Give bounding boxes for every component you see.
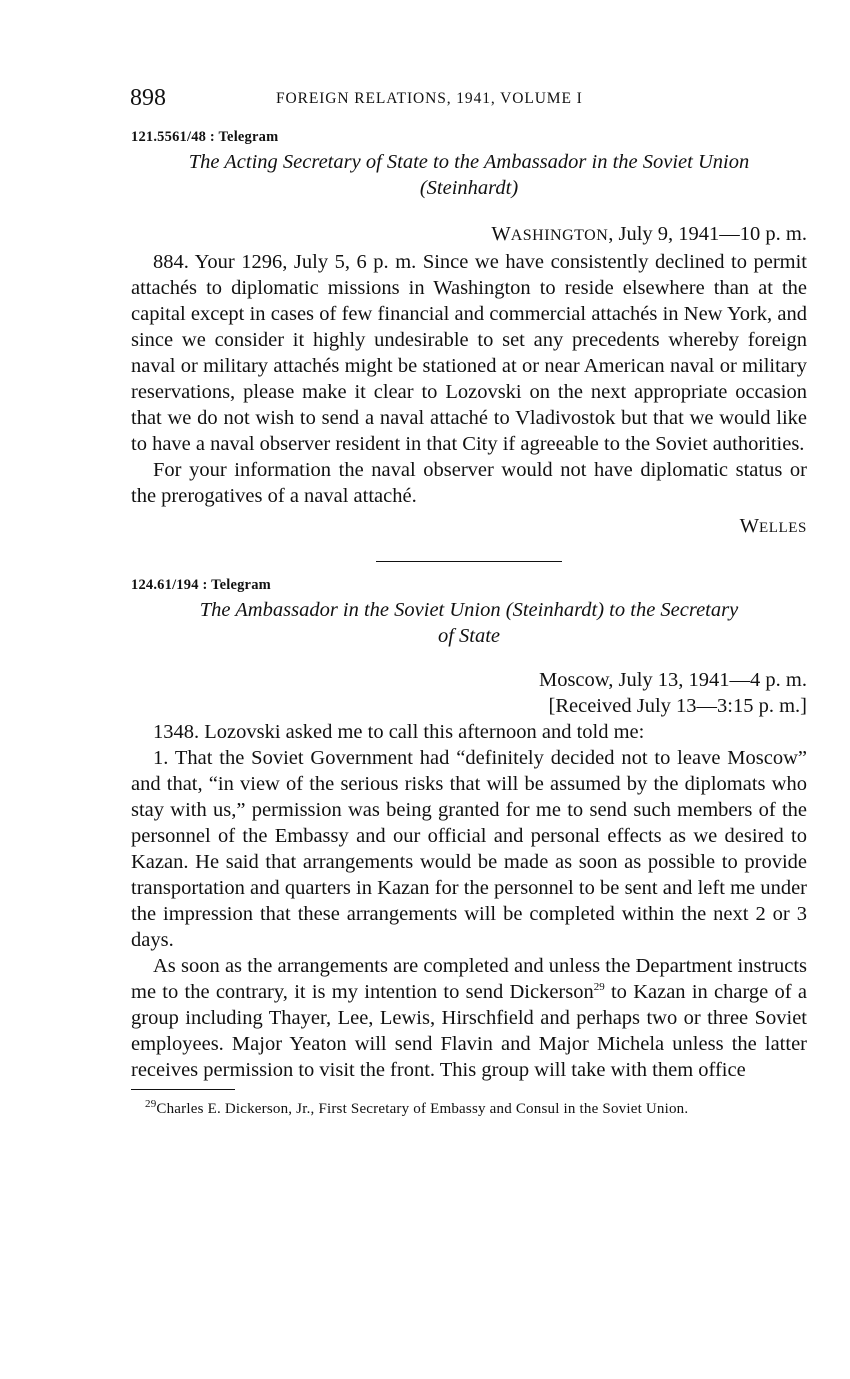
dateline-place-rest: ASHINGTON <box>510 227 609 244</box>
paragraph: 1. That the Soviet Government had “definitely decided not to leave Moscow” and that, “in view of the serious risks that will be assumed by the diplomats who stay with us,” permission was being granted for me to send such members of the personnel of the Embassy and our official and personal effects as we desired to Kazan. He said that arrangements would be made as soon as possible to provide transportation and quarters in Kazan for the personnel to be sent and left me under the impression that these arrangements will be completed within the next 2 or 3 days. <box>131 747 807 951</box>
paragraph: For your information the naval observer would not have diplomatic status or the prerogatives of a naval attaché. <box>131 459 807 507</box>
footnote <box>131 1100 807 1118</box>
document-title-line: of State <box>437 625 501 647</box>
document-title-line: The Ambassador in the Soviet Union (Steinhardt) to the Secretary <box>199 599 739 621</box>
paragraph <box>131 953 807 1083</box>
document-title-line: (Steinhardt) <box>419 177 519 199</box>
running-title: FOREIGN RELATIONS, 1941, VOLUME I <box>276 90 583 107</box>
message-body <box>131 249 807 509</box>
running-head <box>131 84 807 112</box>
paragraph-text: to Kazan in charge of a group including Thayer, Lee, Lewis, Hirschfield and perhaps two or three Soviet employees. Major Yeaton will send Flavin and Major Michela unless the latter receives permission to visit the front. This group will take with them office <box>131 981 807 1081</box>
message-body <box>131 719 807 1083</box>
document-title <box>131 149 807 201</box>
document-page <box>131 84 807 1118</box>
page-number: 898 <box>130 85 166 111</box>
file-reference: 124.61/194 : Telegram <box>131 577 271 593</box>
paragraph: 884. Your 1296, July 5, 6 p. m. Since we have consistently declined to permit attachés to diplomatic missions in Washington to reside elsewhere than at the capital except in cases of few financial and commercial attachés in New York, and since we consider it highly undesirable to set any precedents whereby foreign naval or military attachés might be stationed at or near American naval or military reservations, please make it clear to Lozovski on the next appropriate occasion that we do not wish to send a naval attaché to Vladivostok but that we would like to have a naval observer resident in that City if agreeable to the Soviet authorities. <box>131 251 807 455</box>
signature <box>131 513 807 541</box>
footnote-rule <box>131 1089 235 1090</box>
dateline-place-initial: W <box>491 223 511 245</box>
footnote-reference: 29 <box>593 981 605 994</box>
footnote-text: Charles E. Dickerson, Jr., First Secretary of Embassy and Consul in the Soviet Union. <box>156 1101 689 1117</box>
paragraph: 1348. Lozovski asked me to call this afternoon and told me: <box>153 721 645 743</box>
document-title-line: The Acting Secretary of State to the Ambassador in the Soviet Union <box>188 151 750 173</box>
document-title <box>131 597 807 649</box>
dateline <box>131 221 807 249</box>
file-reference: 121.5561/48 : Telegram <box>131 129 279 145</box>
dateline: Moscow, July 13, 1941—4 p. m. <box>538 669 807 691</box>
footnote-marker: 29 <box>145 1098 157 1110</box>
paragraph-text: As soon as the arrangements are completed and unless the Department instructs me to the contrary, it is my intention to send Dickerson <box>131 955 807 1003</box>
signature-rest: ELLES <box>759 520 807 536</box>
received-line: [Received July 13—3:15 p. m.] <box>548 695 807 717</box>
section-divider <box>376 561 562 562</box>
signature-initial: W <box>739 515 759 537</box>
dateline-date: , July 9, 1941—10 p. m. <box>608 223 807 245</box>
